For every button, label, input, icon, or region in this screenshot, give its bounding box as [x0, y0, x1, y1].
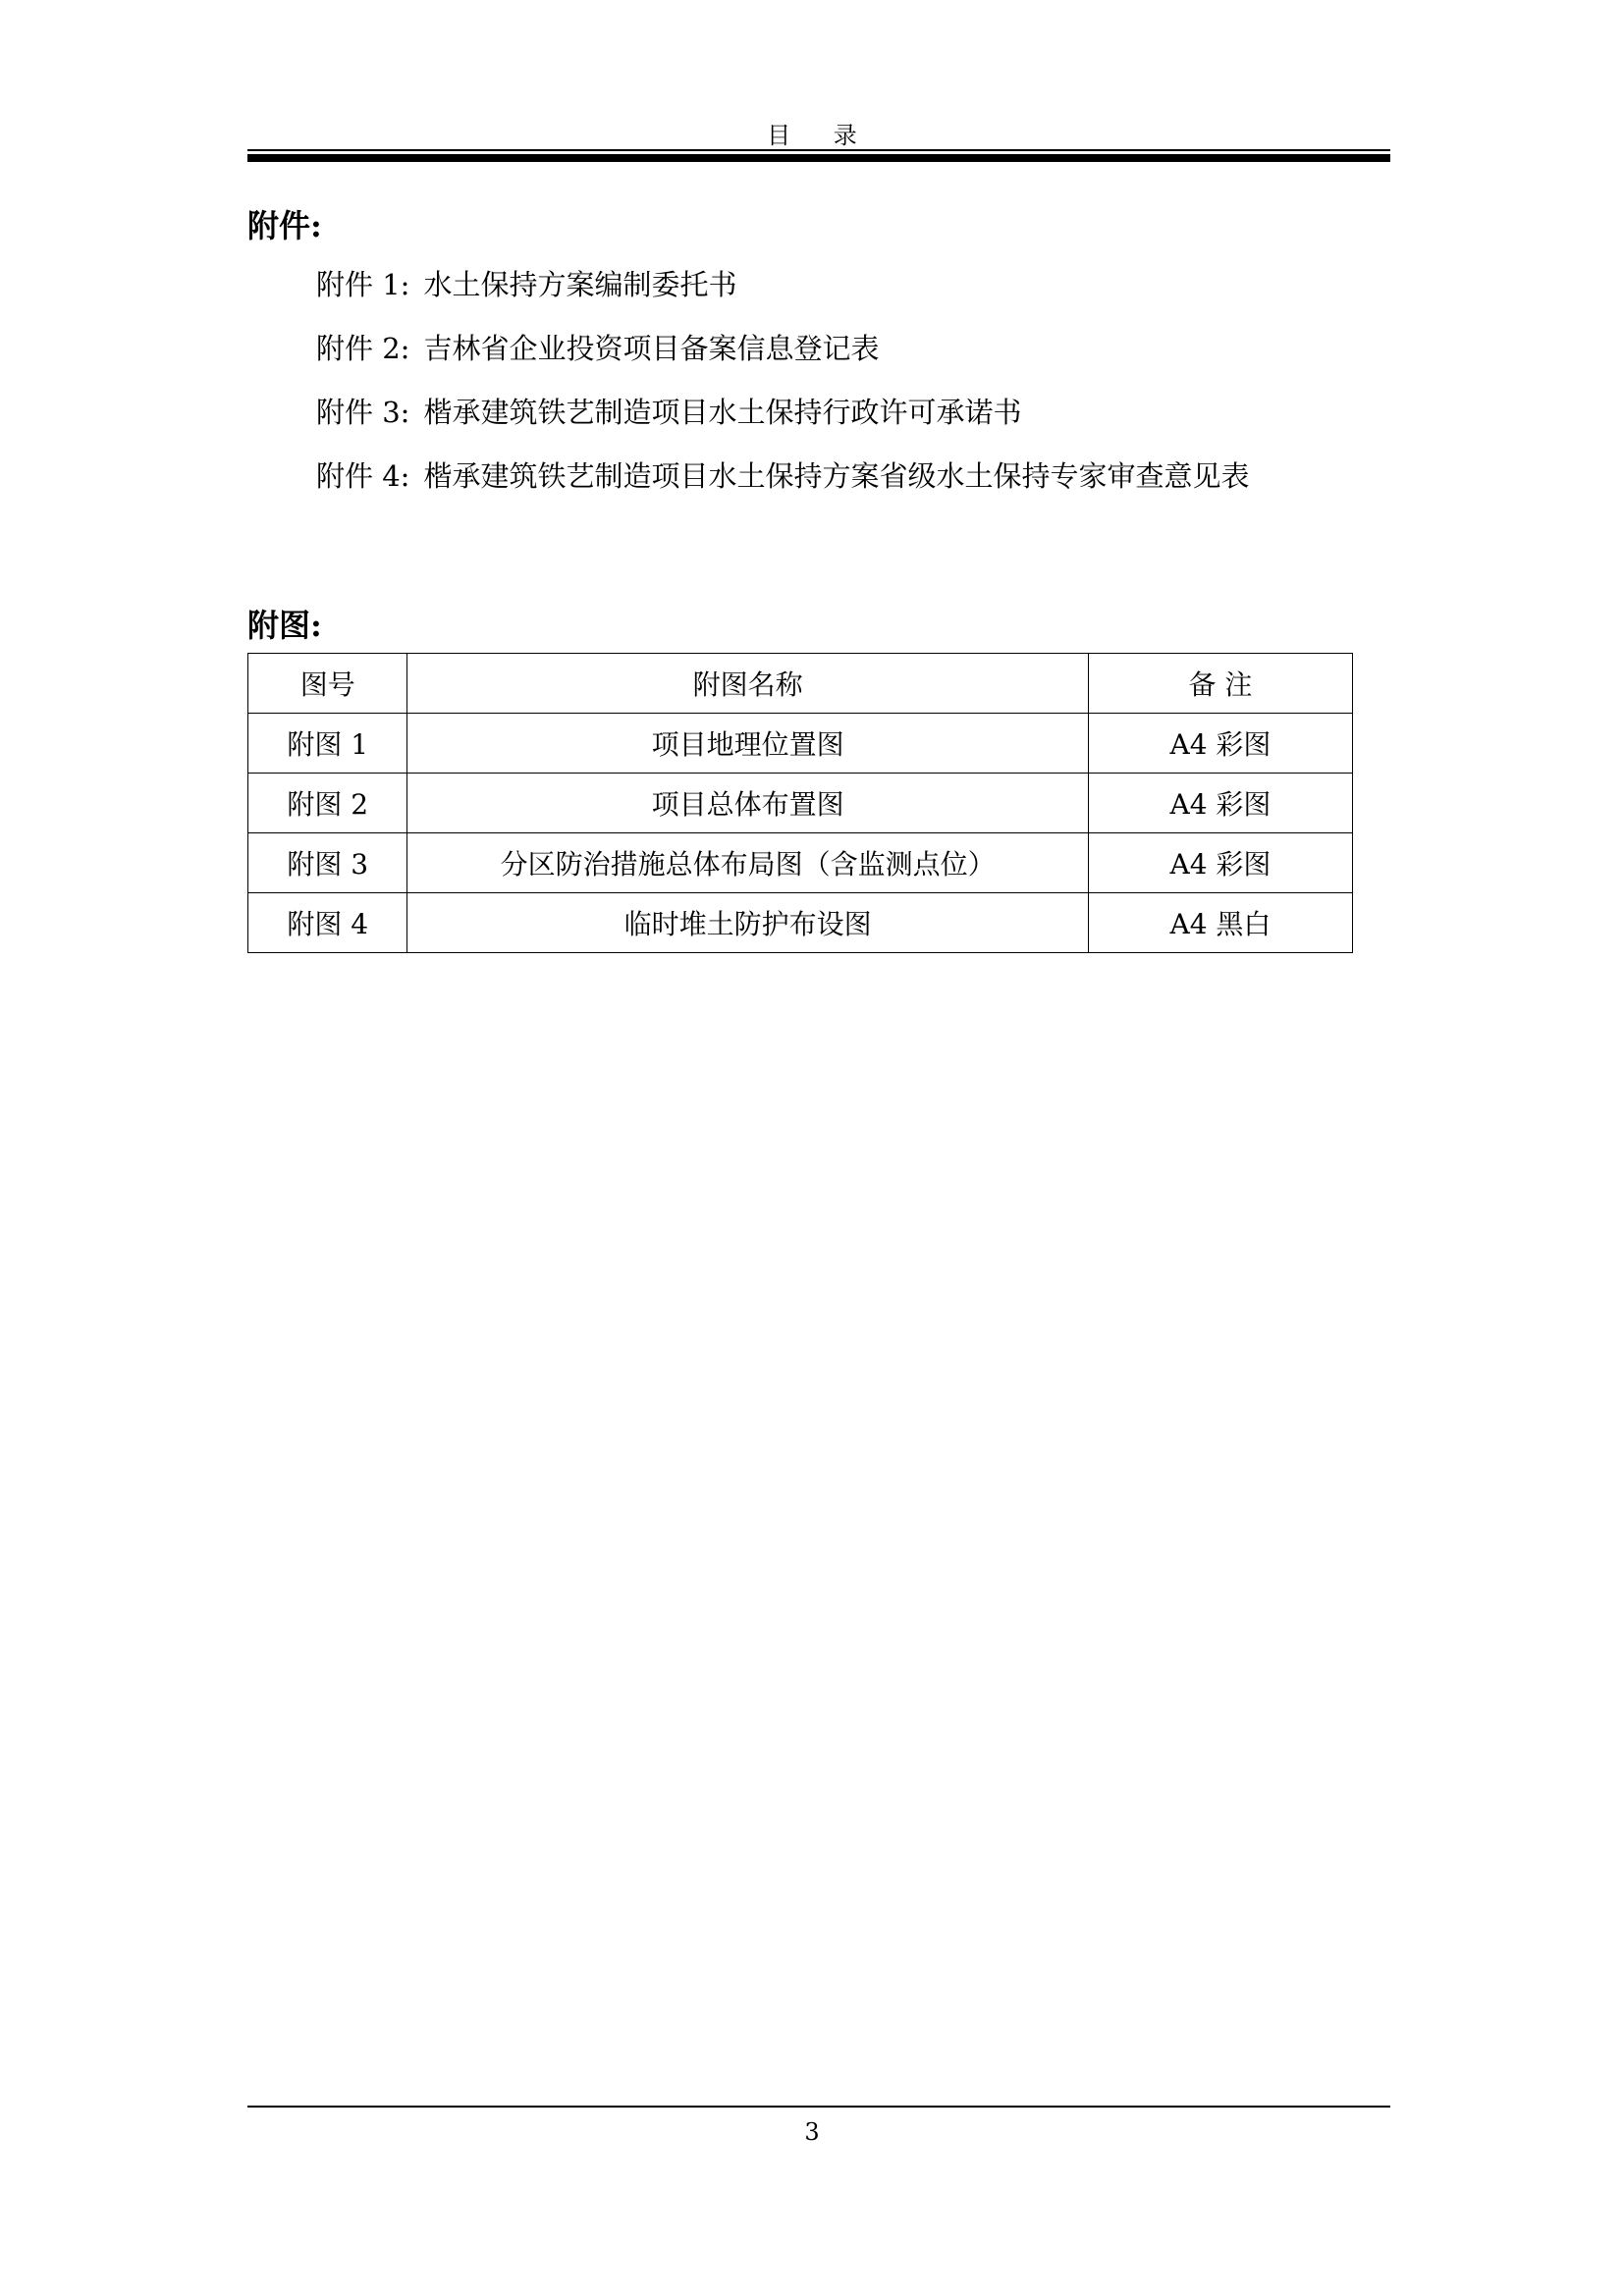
- page-number: 3: [804, 2118, 820, 2146]
- table-row: [248, 833, 1353, 893]
- attachment-item-1: [316, 263, 736, 303]
- header-rule-thin: [247, 149, 1390, 151]
- table-row: [248, 774, 1353, 833]
- figures-heading: 附图:: [247, 607, 322, 644]
- attachment-title: 吉林省企业投资项目备案信息登记表: [423, 332, 880, 365]
- figure-name-cell: 项目总体布置图: [407, 774, 1088, 833]
- figure-note-cell: A4 彩图: [1088, 833, 1352, 893]
- figure-note-cell: A4 彩图: [1088, 714, 1352, 774]
- attachment-title: 楷承建筑铁艺制造项目水土保持方案省级水土保持专家审查意见表: [423, 459, 1250, 493]
- header-rule-thick: [247, 154, 1390, 162]
- figure-name-cell: 临时堆土防护布设图: [407, 893, 1088, 953]
- figure-note-cell: A4 彩图: [1088, 774, 1352, 833]
- attachment-title: 水土保持方案编制委托书: [423, 268, 737, 301]
- column-header-note: 备 注: [1088, 654, 1352, 714]
- table-header-row: [248, 654, 1353, 714]
- figure-note-cell: A4 黑白: [1088, 893, 1352, 953]
- figure-name-cell: 分区防治措施总体布局图（含监测点位）: [407, 833, 1088, 893]
- figure-number-cell: 附图 4: [248, 893, 407, 953]
- table-row: [248, 893, 1353, 953]
- attachment-label: 附件 2:: [316, 332, 410, 365]
- attachment-item-3: [316, 391, 1021, 431]
- attachment-label: 附件 4:: [316, 459, 410, 493]
- footer-rule: [247, 2106, 1390, 2108]
- table-row: [248, 714, 1353, 774]
- attachments-heading: 附件:: [247, 207, 322, 244]
- attachment-title: 楷承建筑铁艺制造项目水土保持行政许可承诺书: [423, 396, 1022, 429]
- figure-number-cell: 附图 2: [248, 774, 407, 833]
- attachment-label: 附件 3:: [316, 396, 410, 429]
- figure-number-cell: 附图 3: [248, 833, 407, 893]
- attachment-item-2: [316, 327, 879, 367]
- column-header-number: 图号: [248, 654, 407, 714]
- figure-number-cell: 附图 1: [248, 714, 407, 774]
- page-header-title: 目 录: [767, 122, 875, 149]
- figures-table: [247, 653, 1353, 953]
- attachment-item-4: [316, 454, 1249, 495]
- figure-name-cell: 项目地理位置图: [407, 714, 1088, 774]
- column-header-name: 附图名称: [407, 654, 1088, 714]
- attachment-label: 附件 1:: [316, 268, 410, 301]
